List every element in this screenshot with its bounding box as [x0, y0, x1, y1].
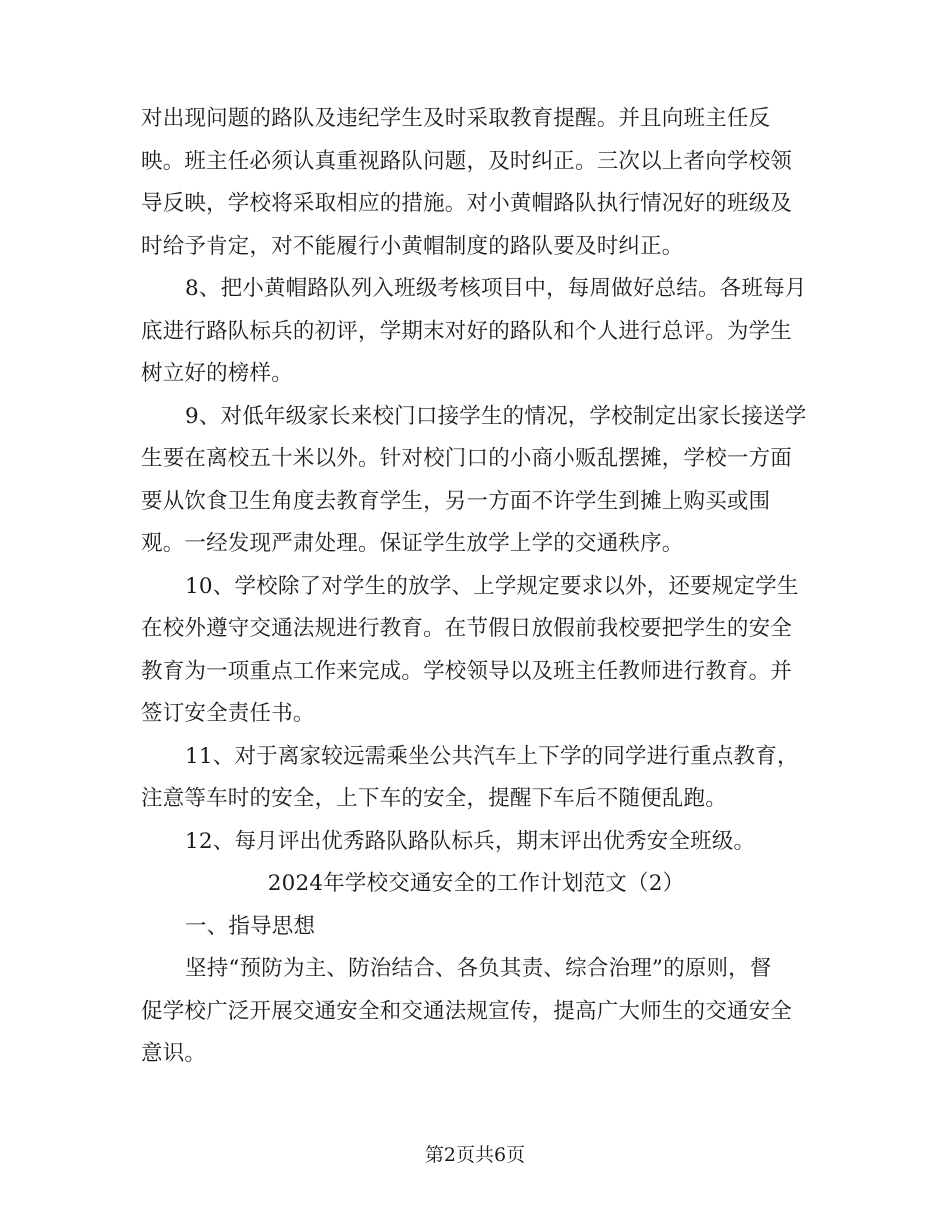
- paragraph-line: 映。班主任必须认真重视路队问题，及时纠正。三次以上者向学校领: [141, 148, 793, 174]
- paragraph-line: 底进行路队标兵的初评，学期末对好的路队和个人进行总评。为学生: [141, 318, 793, 344]
- paragraph-line: 12、每月评出优秀路队路队标兵，期末评出优秀安全班级。: [185, 828, 756, 854]
- paragraph-line: 对出现问题的路队及违纪学生及时采取教育提醒。并且向班主任反: [141, 106, 771, 131]
- paragraph-line: 要从饮食卫生角度去教育学生，另一方面不许学生到摊上购买或围: [141, 488, 771, 514]
- paragraph-line: 8、把小黄帽路队列入班级考核项目中，每周做好总结。各班每月: [185, 276, 807, 301]
- paragraph-line: 坚持“预防为主、防治结合、各负其责、综合治理”的原则，督: [185, 956, 772, 981]
- paragraph-line: 促学校广泛开展交通安全和交通法规宣传，提高广大师生的交通安全: [141, 998, 793, 1024]
- paragraph-line: 导反映，学校将采取相应的措施。对小黄帽路队执行情况好的班级及: [141, 191, 793, 216]
- paragraph-line: 在校外遵守交通法规进行教育。在节假日放假前我校要把学生的安全: [141, 616, 793, 641]
- paragraph-line: 注意等车时的安全，上下车的安全，提醒下车后不随便乱跑。: [141, 786, 727, 811]
- paragraph-line: 时给予肯定，对不能履行小黄帽制度的路队要及时纠正。: [141, 233, 684, 259]
- paragraph-line: 生要在离校五十米以外。针对校门口的小商小贩乱摆摊，学校一方面: [141, 446, 793, 471]
- page-number-footer: 第2页共6页: [424, 1144, 526, 1166]
- paragraph-line: 9、对低年级家长来校门口接学生的情况，学校制定出家长接送学: [185, 403, 807, 429]
- paragraph-line: 意识。: [141, 1041, 207, 1066]
- paragraph-line: 11、对于离家较远需乘坐公共汽车上下学的同学进行重点教育，: [185, 743, 799, 769]
- paragraph-line: 10、学校除了对学生的放学、上学规定要求以外，还要规定学生: [185, 573, 799, 599]
- paragraph-line: 教育为一项重点工作来完成。学校领导以及班主任教师进行教育。并: [141, 658, 793, 684]
- paragraph-line: 树立好的榜样。: [141, 361, 293, 386]
- section-heading: 2024年学校交通安全的工作计划范文（2）: [267, 871, 685, 896]
- subsection-heading: 一、指导思想: [185, 913, 316, 939]
- paragraph-line: 签订安全责任书。: [141, 701, 315, 726]
- paragraph-line: 观。一经发现严肃处理。保证学生放学上学的交通秩序。: [141, 531, 684, 556]
- document-body: [141, 98, 811, 1076]
